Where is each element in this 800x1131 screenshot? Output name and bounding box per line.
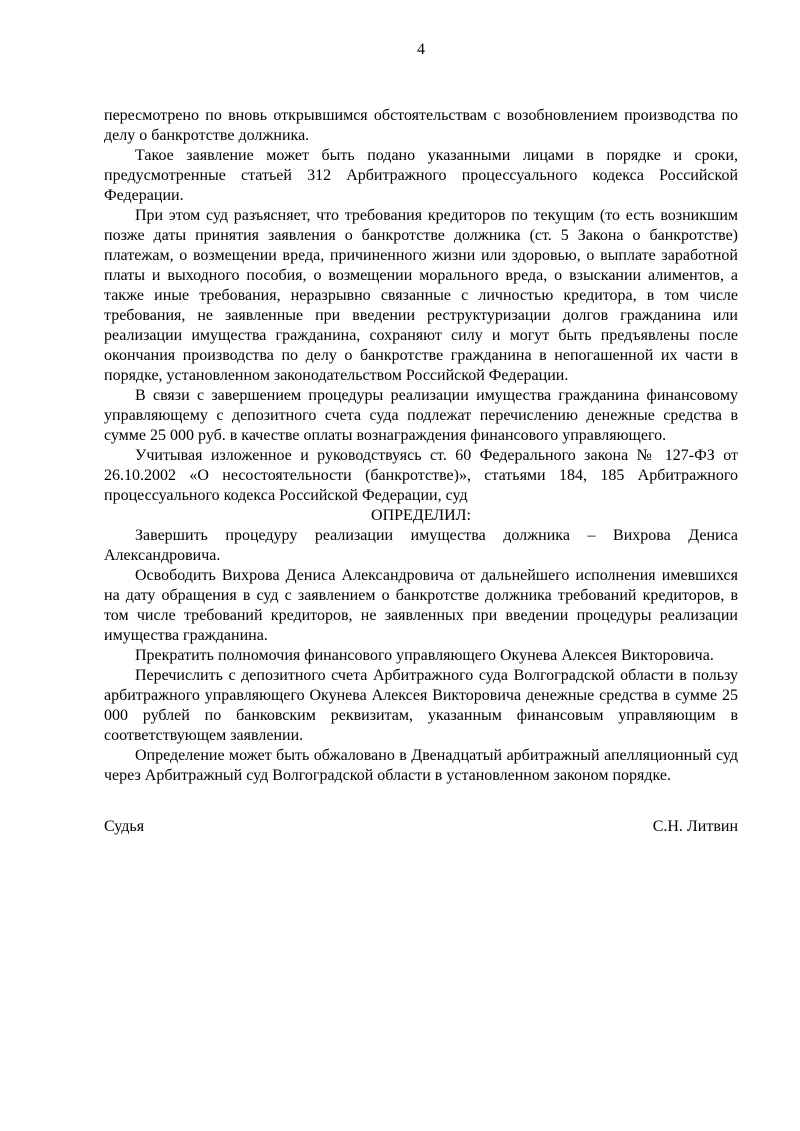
resolution-paragraph: Завершить процедуру реализации имущества должника – Вихрова Дениса Александровича. [104,527,738,564]
resolution-paragraph: Определение может быть обжаловано в Двенадцатый арбитражный апелляционный суд через Арбитражный суд Волгоградской области в установленном законом порядке. [104,747,738,784]
document-body [104,106,738,837]
paragraph: В связи с завершением процедуры реализации имущества гражданина финансовому управляющему с депозитного счета суда подлежат перечислению денежные средства в сумме 25 000 руб. в качестве оплаты вознаграждения финансового управляющего. [104,387,738,444]
paragraph: При этом суд разъясняет, что требования кредиторов по текущим (то есть возникшим позже даты принятия заявления о банкротстве должника (ст. 5 Закона о банкротстве) платежам, о возмещении вреда, причиненного жизни или здоровью, о выплате заработной платы и выходного пособия, о возмещении морального вреда, о взыскании алиментов, а также иные требования, неразрывно связанные с личностью кредитора, в том числе требования, не заявленные при введении реструктуризации долгов гражданина или реализации имущества гражданина, сохраняют силу и могут быть предъявлены после окончания производства по делу о банкротстве гражданина в непогашенной их части в порядке, установленном законодательством Российской Федерации. [104,207,738,384]
resolution-paragraph: Прекратить полномочия финансового управляющего Окунева Алексея Викторовича. [135,647,714,664]
paragraph: Такое заявление может быть подано указанными лицами в порядке и сроки, предусмотренные статьей 312 Арбитражного процессуального кодекса Российской Федерации. [104,147,738,204]
paragraph-continuation: пересмотрено по вновь открывшимся обстоятельствам с возобновлением производства по делу о банкротстве должника. [104,107,738,144]
resolution-heading: ОПРЕДЕЛИЛ: [371,507,471,524]
signature-role: Судья [104,818,145,835]
resolution-paragraph: Освободить Вихрова Дениса Александровича от дальнейшего исполнения имевшихся на дату обращения в суд с заявлением о банкротстве должника требований кредиторов, в том числе требований кредиторов, не заявленных при введении процедуры реализации имущества гражданина. [104,567,738,644]
signature-name: С.Н. Литвин [652,818,738,835]
paragraph: Учитывая изложенное и руководствуясь ст. 60 Федерального закона № 127-ФЗ от 26.10.2002 «О несостоятельности (банкротстве)», статьями 184, 185 Арбитражного процессуального кодекса Российской Федерации, суд [104,447,738,504]
page-number: 4 [417,41,425,58]
resolution-paragraph: Перечислить с депозитного счета Арбитражного суда Волгоградской области в пользу арбитражного управляющего Окунева Алексея Викторовича денежные средства в сумме 25 000 рублей по банковским реквизитам, указанным финансовым управляющим в соответствующем заявлении. [104,667,738,744]
signature-row [104,817,738,837]
